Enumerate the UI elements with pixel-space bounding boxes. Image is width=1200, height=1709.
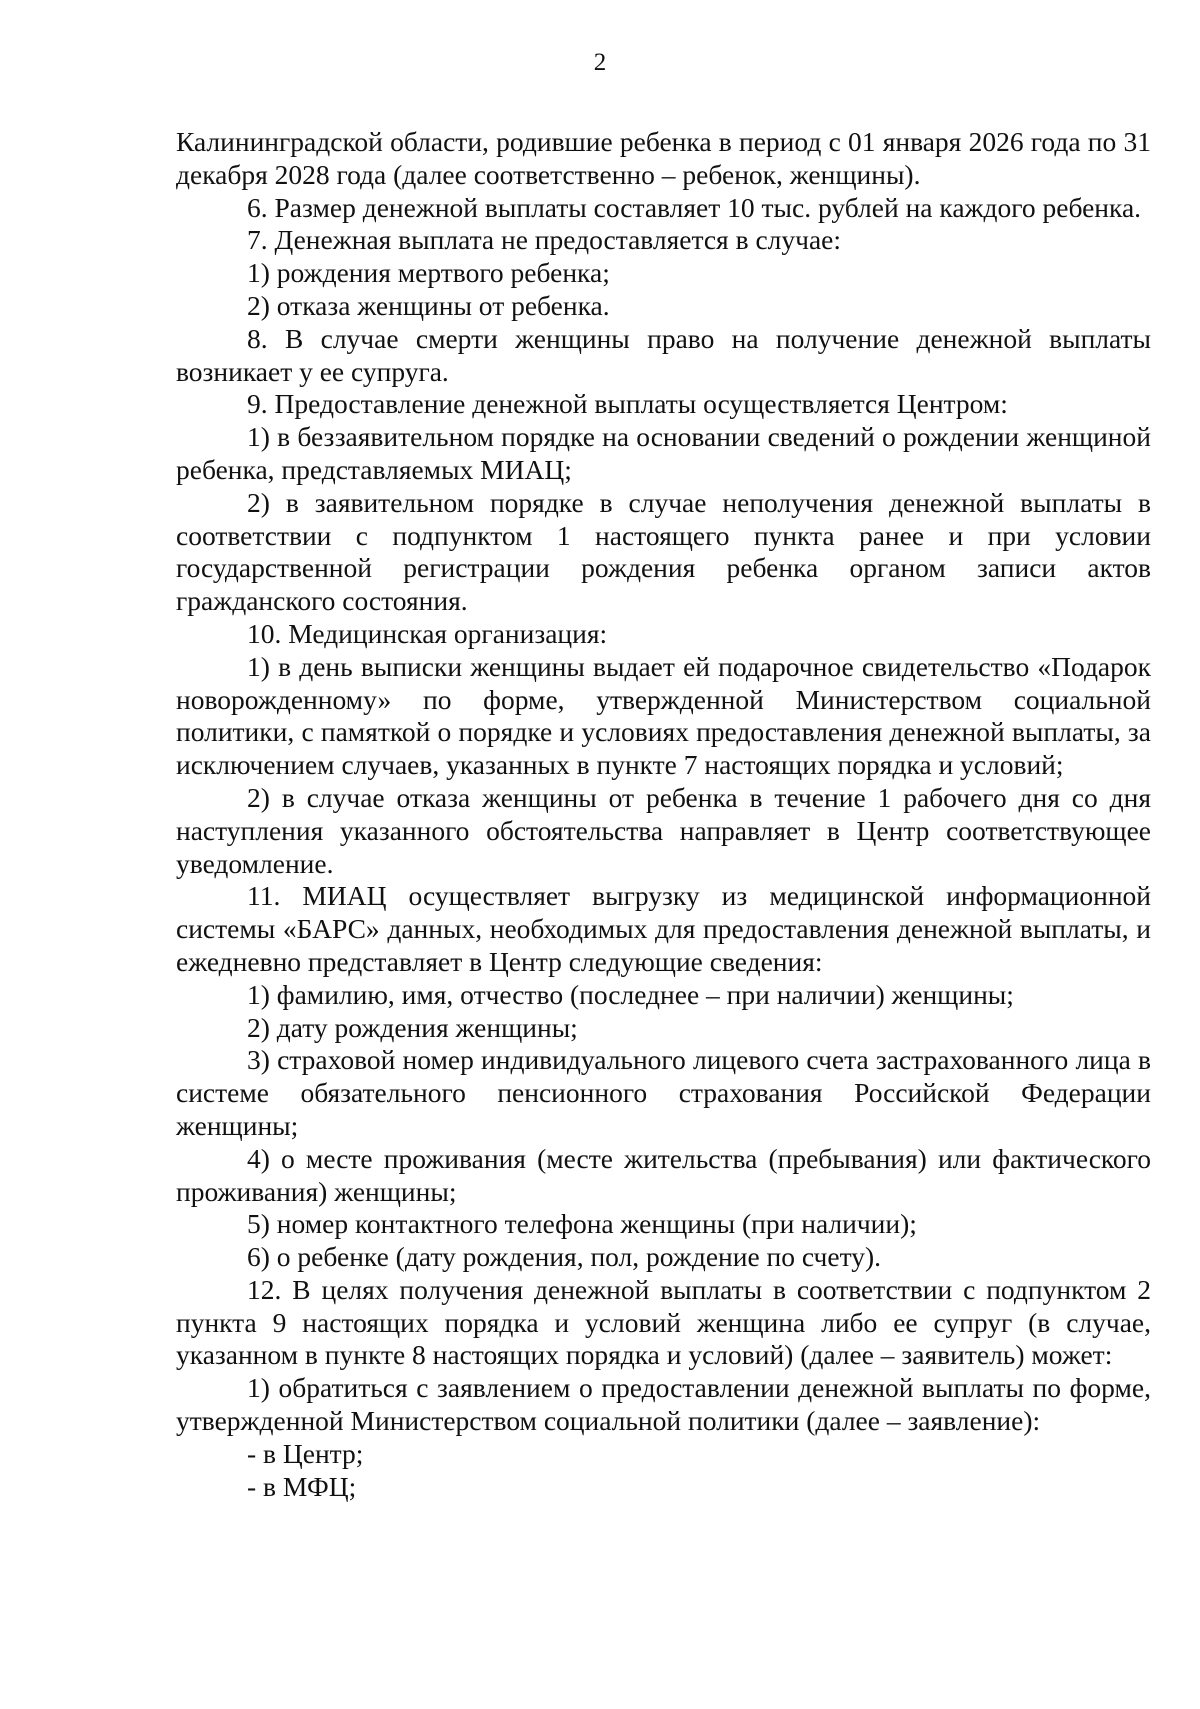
paragraph-item-7-sub-2: 2) отказа женщины от ребенка. bbox=[247, 289, 610, 321]
paragraph-item-8: 8. В случае смерти женщины право на получение денежной выплаты возникает у ее супруга. bbox=[176, 322, 1151, 387]
paragraph-item-11-sub-4: 4) о месте проживания (месте жительства (пребывания) или фактического проживания) женщины; bbox=[176, 1142, 1151, 1207]
paragraph-item-10-sub-1: 1) в день выписки женщины выдает ей подарочное свидетельство «Подарок новорожденному» по форме, утвержденной Министерством социальной политики, с памяткой о порядке и условиях предоставления денежной выплаты, за исключением случаев, указанных в пункте 7 настоящих порядка и условий; bbox=[176, 650, 1151, 781]
paragraph-item-11: 11. МИАЦ осуществляет выгрузку из медицинской информационной системы «БАРС» данных, необходимых для предоставления денежной выплаты, и ежедневно представляет в Центр следующие сведения: bbox=[176, 880, 1151, 977]
page-number: 2 bbox=[593, 49, 607, 76]
paragraph-item-11-sub-6: 6) о ребенке (дату рождения, пол, рождение по счету). bbox=[247, 1241, 882, 1273]
paragraph-item-11-sub-5: 5) номер контактного телефона женщины (при наличии); bbox=[247, 1208, 917, 1240]
paragraph-item-11-sub-1: 1) фамилию, имя, отчество (последнее – при наличии) женщины; bbox=[247, 978, 1014, 1010]
paragraph-item-12-sub-1: 1) обратиться с заявлением о предоставлении денежной выплаты по форме, утвержденной Министерством социальной политики (далее – заявление): bbox=[176, 1372, 1151, 1437]
paragraph-continuation: Калининградской области, родившие ребенка в период с 01 января 2026 года по 31 декабря 2028 года (далее соответственно – ребенок, женщины). bbox=[176, 126, 1151, 190]
paragraph-item-10-sub-2: 2) в случае отказа женщины от ребенка в течение 1 рабочего дня со дня наступления указанного обстоятельства направляет в Центр соответствующее уведомление. bbox=[176, 781, 1151, 879]
paragraph-item-9-sub-1: 1) в беззаявительном порядке на основании сведений о рождении женщиной ребенка, представляемых МИАЦ; bbox=[176, 421, 1151, 485]
paragraph-item-12: 12. В целях получения денежной выплаты в соответствии с подпунктом 2 пункта 9 настоящих порядка и условий женщина либо ее супруг (в случае, указанном в пункте 8 настоящих порядка и условий) (далее – заявитель) может: bbox=[176, 1273, 1151, 1371]
paragraph-item-11-sub-3: 3) страховой номер индивидуального лицевого счета застрахованного лица в системе обязательного пенсионного страхования Российской Федерации женщины; bbox=[176, 1044, 1151, 1141]
paragraph-item-10: 10. Медицинская организация: bbox=[247, 617, 608, 649]
document-body bbox=[176, 126, 1151, 1503]
paragraph-item-7-sub-1: 1) рождения мертвого ребенка; bbox=[247, 257, 610, 289]
paragraph-item-9-sub-2: 2) в заявительном порядке в случае неполучения денежной выплаты в соответствии с подпунктом 1 настоящего пункта ранее и при условии государственной регистрации рождения ребенка органом записи актов гражданского состояния. bbox=[176, 486, 1151, 617]
paragraph-item-7: 7. Денежная выплата не предоставляется в случае: bbox=[247, 224, 842, 256]
paragraph-item-9: 9. Предоставление денежной выплаты осуществляется Центром: bbox=[247, 388, 1008, 420]
paragraph-item-12-option-center: - в Центр; bbox=[247, 1437, 364, 1469]
paragraph-item-11-sub-2: 2) дату рождения женщины; bbox=[247, 1011, 578, 1043]
paragraph-item-6: 6. Размер денежной выплаты составляет 10 тыс. рублей на каждого ребенка. bbox=[247, 191, 1142, 223]
paragraph-item-12-option-mfc: - в МФЦ; bbox=[247, 1470, 357, 1502]
